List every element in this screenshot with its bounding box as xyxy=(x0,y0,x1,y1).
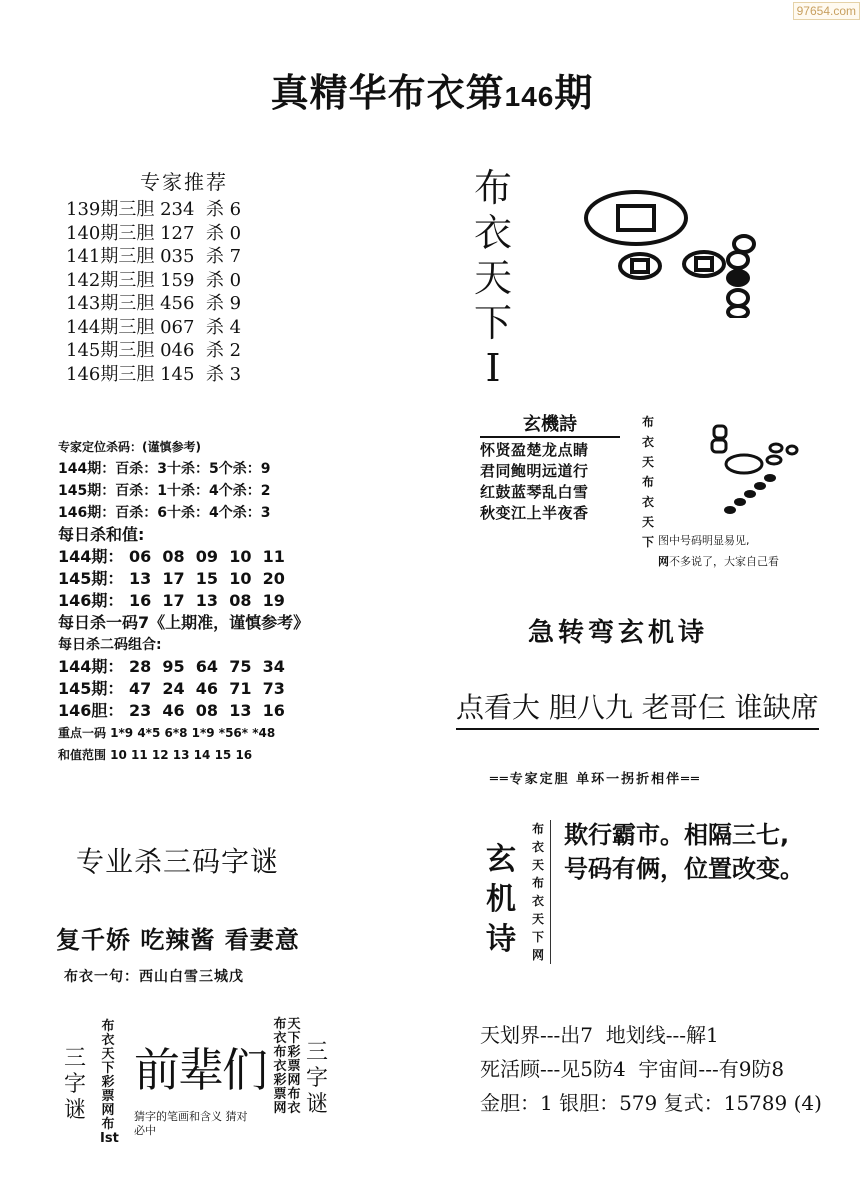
position-row: 144期：百杀：3十杀：5个杀：9 xyxy=(58,461,271,477)
riddle-hint: 猜字的笔画和含义 猜对必中 xyxy=(134,1110,248,1137)
two-code-row: 144期： 28 95 64 75 34 xyxy=(58,657,285,676)
watermark: 97654.com xyxy=(793,2,860,20)
xjs-char: 玄 xyxy=(486,842,516,877)
buyi-char: 下 xyxy=(473,301,512,345)
buyi-char: 天 xyxy=(473,256,512,300)
vert-char: 布 xyxy=(641,475,654,489)
riddle-char: 谜 xyxy=(306,1092,329,1117)
xjs-poem xyxy=(564,818,804,886)
vert-char: 衣 xyxy=(101,1033,115,1048)
xjs-char: 机 xyxy=(486,882,516,917)
vert-char: 衣 xyxy=(641,495,654,509)
expert-row: 140期三胆 127 杀 0 xyxy=(66,222,242,244)
position-row: 146期：百杀：6十杀：4个杀：3 xyxy=(58,505,271,521)
expert-row: 142期三胆 159 杀 0 xyxy=(66,269,242,291)
xuanji-note-1: 图中号码明显易见, xyxy=(658,534,750,547)
riddle-poem-heading: 急转弯玄机诗 xyxy=(528,618,709,648)
expert-row: 143期三胆 456 杀 9 xyxy=(66,293,242,314)
three-char-riddle-right xyxy=(306,1040,330,1118)
vert-char: 天 xyxy=(531,912,544,926)
vert-char: 网 xyxy=(531,948,544,962)
tail-line: 天划界---出7 地划线---解1 xyxy=(480,1023,719,1047)
sum-heading: 每日杀和值: xyxy=(58,525,145,544)
xuanji-title: 玄機詩 xyxy=(480,410,620,438)
riddle-char: 字 xyxy=(306,1066,329,1091)
vert-char: 彩 xyxy=(287,1045,301,1060)
xjs-char: 诗 xyxy=(486,922,516,957)
expert-heading: 专家推荐 xyxy=(140,170,228,194)
vert-char: 衣 xyxy=(641,435,654,449)
vert-char: 下 xyxy=(101,1061,115,1076)
one-code-row: 每日杀一码7《上期准，谨慎参考》 xyxy=(58,613,310,632)
vert-char: 天 xyxy=(641,455,654,469)
vert-char: 衣 xyxy=(273,1031,287,1046)
vert-char: 天 xyxy=(531,858,544,872)
tail-line: 金胆：1 银胆：579 复式：15789 (4) xyxy=(480,1091,822,1115)
xjs-side-text xyxy=(530,820,551,964)
vert-char: 下 xyxy=(287,1031,301,1046)
expert-list xyxy=(66,198,241,386)
three-char-riddle-left xyxy=(64,1046,88,1124)
expert-banker-line: ══专家定胆 单环一拐折相伴══ xyxy=(490,772,701,787)
title-suffix: 期 xyxy=(554,71,594,115)
vert-char: 布 xyxy=(273,1017,287,1032)
vert-char: 布 xyxy=(531,822,544,836)
vertical-column-left xyxy=(100,1019,119,1146)
kill-heading: 专家定位杀码：(谨慎参考) xyxy=(58,440,201,454)
xjs-line: 欺行霸市。相隔三七, xyxy=(564,821,790,849)
vert-char: 衣 xyxy=(273,1059,287,1074)
vert-char: 布 xyxy=(273,1045,287,1060)
vert-char: Ⅰst xyxy=(100,1131,119,1146)
vert-char: 票 xyxy=(287,1059,301,1074)
title-issue-number: 146 xyxy=(504,81,555,112)
vert-char: 网 xyxy=(287,1073,301,1088)
riddle-word: 前辈们 xyxy=(134,1043,266,1097)
two-code-heading: 每日杀二码组合: xyxy=(58,637,162,653)
vert-char: 天 xyxy=(641,515,654,529)
xuanji-note-2 xyxy=(658,553,779,569)
vert-char: 衣 xyxy=(531,894,544,908)
poem-line: 红鼓蓝琴乱白雪 xyxy=(480,483,589,501)
vert-char: 布 xyxy=(531,876,544,890)
expert-row: 139期三胆 234 杀 6 xyxy=(66,199,242,220)
title-main: 真精华布衣第 xyxy=(270,71,505,115)
coins-chain-picture xyxy=(694,420,804,520)
vert-char: 彩 xyxy=(273,1073,287,1088)
two-code-row: 146胆： 23 46 08 13 16 xyxy=(58,701,285,720)
xuanji-vertical-text xyxy=(640,412,656,552)
xuanji-shi-vertical xyxy=(486,840,518,960)
vert-char: 衣 xyxy=(287,1101,301,1116)
riddle-char: 谜 xyxy=(64,1098,87,1123)
vert-char: 网 xyxy=(273,1101,287,1116)
tail-line: 死活顾---见5防4 宇宙间---有9防8 xyxy=(480,1057,785,1081)
key-code-row: 重点一码 1*9 4*5 6*8 1*9 *56* *48 xyxy=(58,726,276,740)
riddle-char: 三 xyxy=(64,1046,87,1071)
riddle-char: 三 xyxy=(306,1040,329,1065)
page-title xyxy=(0,62,864,117)
poem-line: 君同鲍明远道行 xyxy=(480,462,589,480)
vert-char: 布 xyxy=(641,415,654,429)
expert-row: 141期三胆 035 杀 7 xyxy=(66,246,242,267)
buyi-vertical-title xyxy=(470,166,516,391)
sum-range-row: 和值范围 10 11 12 13 14 15 16 xyxy=(58,748,253,762)
xjs-line: 号码有俩，位置改变。 xyxy=(564,855,804,883)
riddle-line: 点看大 胆八九 老哥仨 谁缺席 xyxy=(456,686,819,730)
vert-char: 布 xyxy=(287,1087,301,1102)
buyi-char: I xyxy=(485,346,501,390)
vert-char: 下 xyxy=(641,535,654,549)
vert-char: 彩 xyxy=(101,1075,115,1090)
vert-char: 天 xyxy=(287,1017,301,1032)
buyi-char: 衣 xyxy=(473,211,512,255)
coins-picture xyxy=(578,188,768,318)
riddle-char: 字 xyxy=(64,1072,87,1097)
kill-section xyxy=(58,436,309,766)
poem-line: 秋变江上半夜香 xyxy=(480,504,589,522)
sum-row: 144期： 06 08 09 10 11 xyxy=(58,547,285,566)
vertical-column-right-b xyxy=(286,1018,302,1116)
expert-row: 146期三胆 145 杀 3 xyxy=(66,363,242,385)
vert-char: 布 xyxy=(101,1117,115,1132)
sum-row: 146期： 16 17 13 08 19 xyxy=(58,591,285,610)
position-row: 145期：百杀：1十杀：4个杀：2 xyxy=(58,483,271,499)
vert-char: 票 xyxy=(273,1087,287,1102)
note-text: 不多说了，大家自己看 xyxy=(669,555,779,568)
vert-char: 票 xyxy=(101,1089,115,1104)
vert-char: 布 xyxy=(101,1019,115,1034)
expert-row: 144期三胆 067 杀 4 xyxy=(66,316,242,338)
tail-lines xyxy=(480,1018,822,1120)
buyi-one-line: 布衣一句：西山白雪三城戊 xyxy=(64,969,244,985)
expert-row: 145期三胆 046 杀 2 xyxy=(66,340,242,361)
vert-char: 下 xyxy=(531,930,544,944)
riddle-phrase: 复千娇 吃辣酱 看妻意 xyxy=(56,926,300,954)
three-code-riddle-heading: 专业杀三码字谜 xyxy=(76,845,280,878)
vert-char: 天 xyxy=(101,1047,115,1062)
vert-char: 网 xyxy=(101,1103,115,1118)
xuanji-poem xyxy=(480,440,589,524)
two-code-row: 145期： 47 24 46 71 73 xyxy=(58,679,285,698)
sum-row: 145期： 13 17 15 10 20 xyxy=(58,569,285,588)
vert-char: 衣 xyxy=(531,840,544,854)
poem-line: 怀贤盈楚龙点睛 xyxy=(480,441,589,459)
buyi-char: 布 xyxy=(473,166,512,210)
note-lead-char: 网 xyxy=(658,555,669,568)
